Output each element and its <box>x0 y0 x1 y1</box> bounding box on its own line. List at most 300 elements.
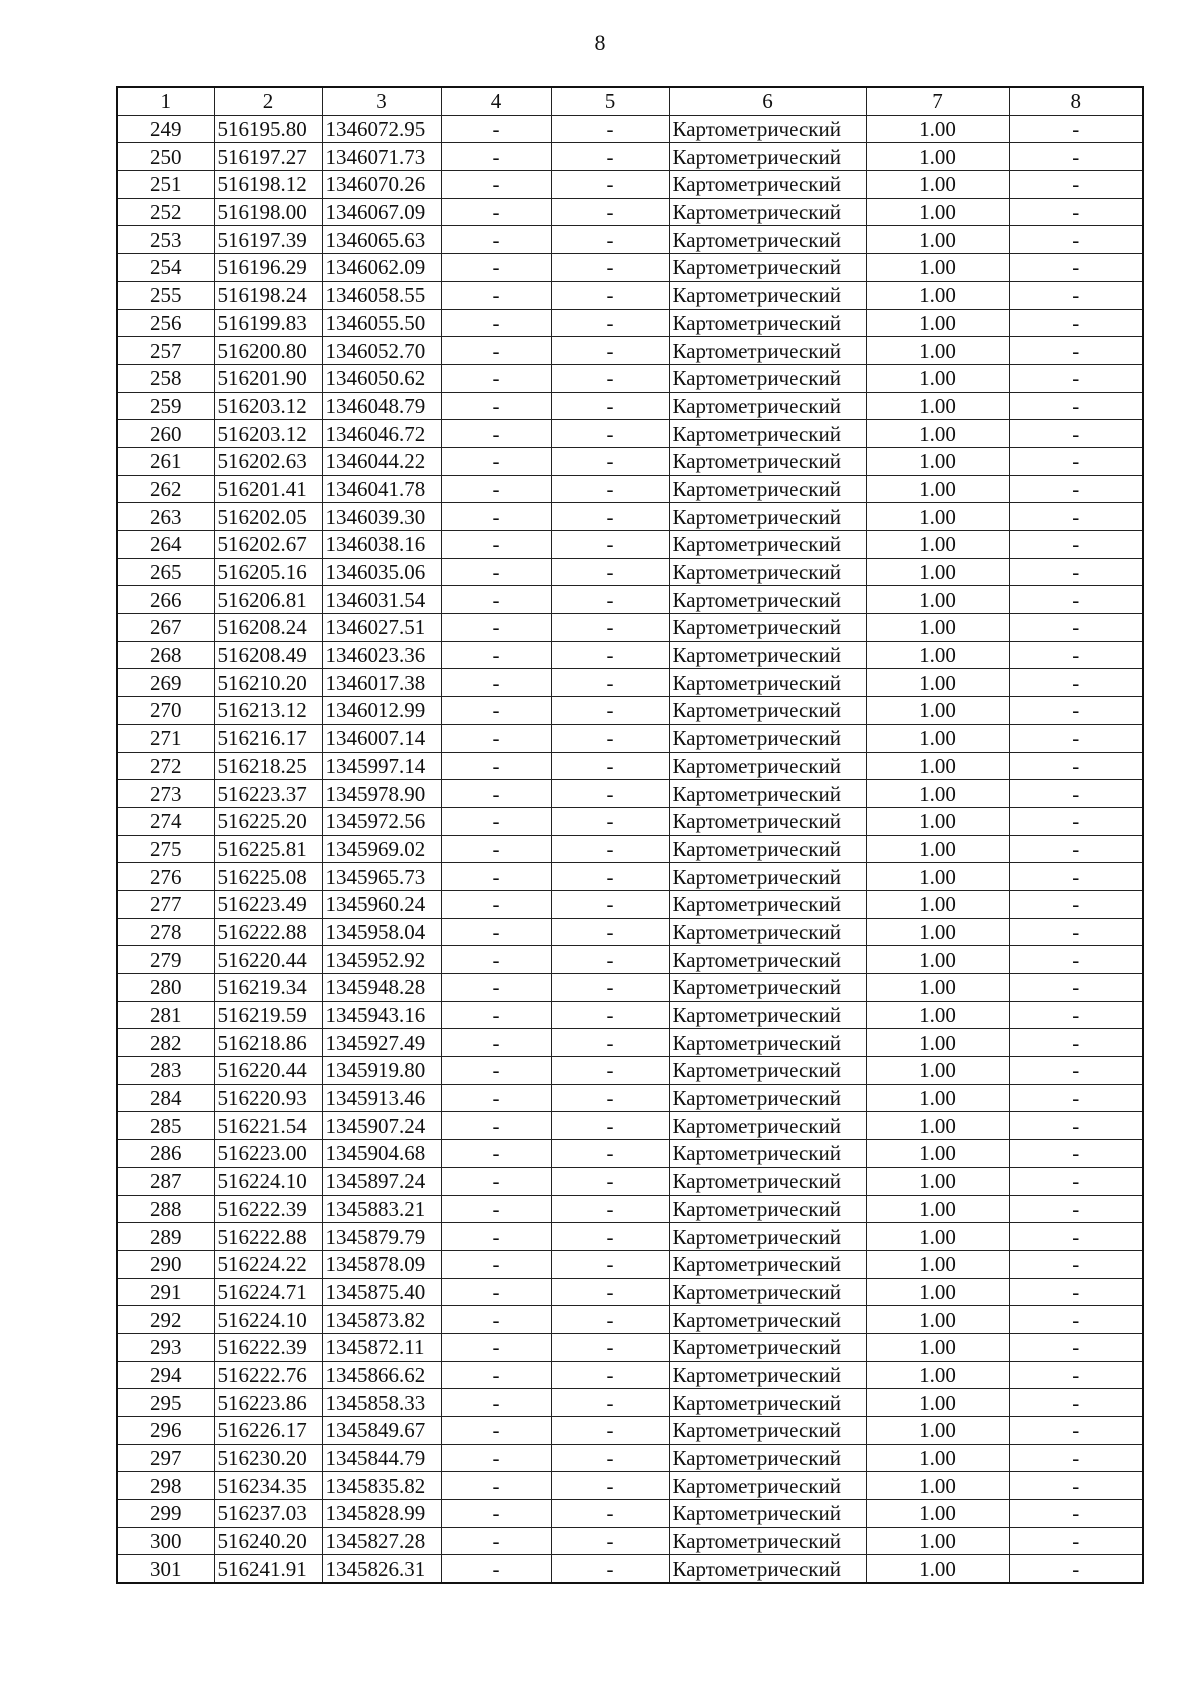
table-row <box>117 1417 1143 1445</box>
table-cell: - <box>441 724 551 752</box>
table-cell: 1346044.22 <box>322 447 441 475</box>
table-cell: Картометрический <box>669 1140 866 1168</box>
table-cell: Картометрический <box>669 1195 866 1223</box>
table-cell: 1.00 <box>866 835 1009 863</box>
table-cell: 1.00 <box>866 531 1009 559</box>
table-cell: 1.00 <box>866 1084 1009 1112</box>
table-cell: - <box>551 1389 669 1417</box>
table-cell: 516197.27 <box>214 143 322 171</box>
table-cell: - <box>1009 447 1143 475</box>
table-cell: 1345828.99 <box>322 1500 441 1528</box>
table-row <box>117 392 1143 420</box>
table-cell: Картометрический <box>669 697 866 725</box>
table-cell: 1.00 <box>866 1001 1009 1029</box>
table-cell: 516202.63 <box>214 447 322 475</box>
table-cell: 516222.88 <box>214 1223 322 1251</box>
table-row <box>117 752 1143 780</box>
table-row <box>117 586 1143 614</box>
table-cell: - <box>441 1500 551 1528</box>
table-cell: - <box>441 281 551 309</box>
table-cell: - <box>1009 835 1143 863</box>
table-cell: - <box>1009 254 1143 282</box>
table-cell: 259 <box>117 392 214 420</box>
table-cell: 1345952.92 <box>322 946 441 974</box>
table-row <box>117 641 1143 669</box>
table-cell: - <box>1009 641 1143 669</box>
table-cell: 516218.86 <box>214 1029 322 1057</box>
table-cell: - <box>551 807 669 835</box>
table-cell: 516222.76 <box>214 1361 322 1389</box>
table-cell: Картометрический <box>669 890 866 918</box>
table-cell: - <box>1009 364 1143 392</box>
table-cell: 1.00 <box>866 1278 1009 1306</box>
table-cell: 1.00 <box>866 392 1009 420</box>
table-cell: Картометрический <box>669 503 866 531</box>
table-cell: - <box>1009 281 1143 309</box>
table-cell: Картометрический <box>669 1555 866 1583</box>
table-cell: - <box>551 171 669 199</box>
table-cell: 1345849.67 <box>322 1417 441 1445</box>
table-cell: 1.00 <box>866 1555 1009 1583</box>
table-cell: - <box>551 1278 669 1306</box>
table-cell: 288 <box>117 1195 214 1223</box>
table-cell: Картометрический <box>669 1057 866 1085</box>
table-row <box>117 503 1143 531</box>
table-cell: - <box>441 946 551 974</box>
table-cell: 516208.49 <box>214 641 322 669</box>
table-cell: 261 <box>117 447 214 475</box>
table-cell: - <box>551 226 669 254</box>
table-cell: - <box>441 752 551 780</box>
table-cell: - <box>551 1001 669 1029</box>
table-cell: 1345872.11 <box>322 1333 441 1361</box>
table-cell: 271 <box>117 724 214 752</box>
table-cell: - <box>441 918 551 946</box>
table-cell: 295 <box>117 1389 214 1417</box>
table-cell: 1345913.46 <box>322 1084 441 1112</box>
table-cell: 516222.88 <box>214 918 322 946</box>
table-row <box>117 1250 1143 1278</box>
table-cell: - <box>441 337 551 365</box>
table-cell: 1345879.79 <box>322 1223 441 1251</box>
table-cell: 277 <box>117 890 214 918</box>
table-row <box>117 281 1143 309</box>
table-cell: 255 <box>117 281 214 309</box>
table-cell: 299 <box>117 1500 214 1528</box>
table-cell: 297 <box>117 1444 214 1472</box>
table-row <box>117 1444 1143 1472</box>
table-cell: 1346052.70 <box>322 337 441 365</box>
table-row <box>117 1140 1143 1168</box>
table-cell: Картометрический <box>669 974 866 1002</box>
table-cell: - <box>441 115 551 143</box>
table-cell: 1.00 <box>866 669 1009 697</box>
table-cell: 276 <box>117 863 214 891</box>
table-cell: 516241.91 <box>214 1555 322 1583</box>
table-row <box>117 226 1143 254</box>
table-cell: 289 <box>117 1223 214 1251</box>
table-cell: 1.00 <box>866 1417 1009 1445</box>
table-cell: 1346050.62 <box>322 364 441 392</box>
table-cell: - <box>441 1472 551 1500</box>
table-cell: 1.00 <box>866 946 1009 974</box>
table-cell: - <box>1009 171 1143 199</box>
table-cell: 1.00 <box>866 780 1009 808</box>
table-cell: 284 <box>117 1084 214 1112</box>
table-cell: 279 <box>117 946 214 974</box>
table-row <box>117 1167 1143 1195</box>
table-cell: Картометрический <box>669 1333 866 1361</box>
table-cell: 274 <box>117 807 214 835</box>
table-cell: 1.00 <box>866 1361 1009 1389</box>
table-cell: - <box>441 1057 551 1085</box>
table-cell: Картометрический <box>669 1112 866 1140</box>
table-cell: - <box>441 1112 551 1140</box>
table-cell: - <box>1009 1278 1143 1306</box>
table-cell: 278 <box>117 918 214 946</box>
table-cell: 1346012.99 <box>322 697 441 725</box>
table-cell: 516234.35 <box>214 1472 322 1500</box>
table-cell: - <box>551 115 669 143</box>
table-cell: 1.00 <box>866 752 1009 780</box>
table-cell: - <box>1009 669 1143 697</box>
table-row <box>117 946 1143 974</box>
table-cell: 516195.80 <box>214 115 322 143</box>
table-cell: - <box>1009 946 1143 974</box>
table-cell: - <box>1009 309 1143 337</box>
table-cell: 1345927.49 <box>322 1029 441 1057</box>
table-cell: - <box>441 641 551 669</box>
table-cell: 1346070.26 <box>322 171 441 199</box>
table-cell: - <box>551 281 669 309</box>
table-cell: - <box>441 1223 551 1251</box>
table-cell: 1345960.24 <box>322 890 441 918</box>
table-row <box>117 420 1143 448</box>
table-cell: - <box>441 1278 551 1306</box>
table-cell: - <box>1009 1223 1143 1251</box>
table-cell: - <box>1009 724 1143 752</box>
table-cell: 1345948.28 <box>322 974 441 1002</box>
table-cell: - <box>1009 1444 1143 1472</box>
table-cell: Картометрический <box>669 807 866 835</box>
table-cell: 1.00 <box>866 1250 1009 1278</box>
table-cell: 1.00 <box>866 1306 1009 1334</box>
table-cell: - <box>1009 392 1143 420</box>
table-cell: 1.00 <box>866 974 1009 1002</box>
table-cell: - <box>551 1361 669 1389</box>
table-row <box>117 1001 1143 1029</box>
table-row <box>117 475 1143 503</box>
table-row <box>117 558 1143 586</box>
table-cell: - <box>441 780 551 808</box>
table-cell: - <box>1009 1029 1143 1057</box>
table-cell: 1.00 <box>866 586 1009 614</box>
table-cell: 272 <box>117 752 214 780</box>
table-cell: Картометрический <box>669 392 866 420</box>
table-cell: Картометрический <box>669 1389 866 1417</box>
table-cell: 273 <box>117 780 214 808</box>
table-cell: - <box>551 1167 669 1195</box>
table-cell: 264 <box>117 531 214 559</box>
table-cell: - <box>441 890 551 918</box>
table-cell: - <box>551 475 669 503</box>
table-cell: 300 <box>117 1527 214 1555</box>
table-cell: - <box>551 780 669 808</box>
table-cell: 292 <box>117 1306 214 1334</box>
table-cell: - <box>1009 1250 1143 1278</box>
table-cell: 1345969.02 <box>322 835 441 863</box>
table-cell: 1.00 <box>866 890 1009 918</box>
table-cell: Картометрический <box>669 420 866 448</box>
table-row <box>117 918 1143 946</box>
table-cell: - <box>1009 752 1143 780</box>
table-cell: 1.00 <box>866 337 1009 365</box>
table-cell: 1.00 <box>866 143 1009 171</box>
table-row <box>117 807 1143 835</box>
table-row <box>117 171 1143 199</box>
table-cell: 516219.34 <box>214 974 322 1002</box>
table-cell: 1345972.56 <box>322 807 441 835</box>
table-row <box>117 1472 1143 1500</box>
table-cell: 516205.16 <box>214 558 322 586</box>
table-cell: - <box>441 974 551 1002</box>
table-cell: 1.00 <box>866 724 1009 752</box>
table-cell: - <box>441 198 551 226</box>
table-cell: - <box>1009 614 1143 642</box>
table-cell: - <box>441 1084 551 1112</box>
table-cell: 516216.17 <box>214 724 322 752</box>
table-cell: 1345897.24 <box>322 1167 441 1195</box>
table-cell: Картометрический <box>669 918 866 946</box>
table-cell: 1346035.06 <box>322 558 441 586</box>
table-cell: 516197.39 <box>214 226 322 254</box>
table-cell: 516220.93 <box>214 1084 322 1112</box>
table-cell: - <box>551 614 669 642</box>
table-cell: 516218.25 <box>214 752 322 780</box>
table-row <box>117 198 1143 226</box>
table-cell: 1.00 <box>866 281 1009 309</box>
table-cell: 1345958.04 <box>322 918 441 946</box>
table-cell: Картометрический <box>669 309 866 337</box>
table-row <box>117 337 1143 365</box>
table-cell: 516222.39 <box>214 1333 322 1361</box>
table-cell: 262 <box>117 475 214 503</box>
table-cell: 286 <box>117 1140 214 1168</box>
table-cell: 1.00 <box>866 614 1009 642</box>
column-header: 3 <box>322 87 441 115</box>
table-cell: 1345844.79 <box>322 1444 441 1472</box>
table-cell: - <box>551 752 669 780</box>
table-cell: - <box>1009 1140 1143 1168</box>
table-cell: 1345919.80 <box>322 1057 441 1085</box>
table-cell: 1.00 <box>866 115 1009 143</box>
table-body <box>117 115 1143 1583</box>
table-cell: 516200.80 <box>214 337 322 365</box>
table-cell: 1.00 <box>866 1223 1009 1251</box>
table-cell: - <box>441 1527 551 1555</box>
table-row <box>117 254 1143 282</box>
table-cell: - <box>1009 1167 1143 1195</box>
table-cell: - <box>1009 420 1143 448</box>
page-number: 8 <box>594 30 606 55</box>
table-cell: - <box>551 1057 669 1085</box>
table-cell: 1345878.09 <box>322 1250 441 1278</box>
table-cell: 296 <box>117 1417 214 1445</box>
table-cell: 1345866.62 <box>322 1361 441 1389</box>
table-cell: - <box>1009 1389 1143 1417</box>
table-cell: 1.00 <box>866 1500 1009 1528</box>
table-cell: Картометрический <box>669 1084 866 1112</box>
table-cell: 290 <box>117 1250 214 1278</box>
table-cell: - <box>1009 807 1143 835</box>
table-cell: 516201.41 <box>214 475 322 503</box>
table-cell: - <box>551 531 669 559</box>
table-cell: - <box>441 503 551 531</box>
table-cell: 1.00 <box>866 364 1009 392</box>
table-cell: - <box>551 309 669 337</box>
table-cell: 1.00 <box>866 254 1009 282</box>
table-cell: - <box>441 1555 551 1583</box>
table-row <box>117 974 1143 1002</box>
table-cell: 516225.08 <box>214 863 322 891</box>
table-cell: 516237.03 <box>214 1500 322 1528</box>
table-cell: - <box>1009 974 1143 1002</box>
table-cell: - <box>441 309 551 337</box>
table-cell: - <box>441 1417 551 1445</box>
table-cell: 1.00 <box>866 309 1009 337</box>
table-cell: 1.00 <box>866 226 1009 254</box>
table-cell: - <box>1009 143 1143 171</box>
table-cell: - <box>551 1417 669 1445</box>
table-row <box>117 1195 1143 1223</box>
table-cell: 1346017.38 <box>322 669 441 697</box>
table-cell: - <box>441 392 551 420</box>
table-cell: 1345835.82 <box>322 1472 441 1500</box>
table-cell: - <box>1009 1361 1143 1389</box>
table-cell: 281 <box>117 1001 214 1029</box>
table-cell: 269 <box>117 669 214 697</box>
table-row <box>117 1029 1143 1057</box>
table-cell: Картометрический <box>669 863 866 891</box>
table-cell: - <box>1009 1472 1143 1500</box>
table-cell: - <box>551 669 669 697</box>
table-cell: - <box>441 420 551 448</box>
table-cell: 1346065.63 <box>322 226 441 254</box>
table-cell: 263 <box>117 503 214 531</box>
table-cell: 1.00 <box>866 558 1009 586</box>
table-cell: 516201.90 <box>214 364 322 392</box>
table-cell: - <box>1009 586 1143 614</box>
table-cell: - <box>551 1555 669 1583</box>
table-row <box>117 1278 1143 1306</box>
table-cell: Картометрический <box>669 281 866 309</box>
table-cell: Картометрический <box>669 1444 866 1472</box>
table-cell: - <box>551 1527 669 1555</box>
table-cell: 287 <box>117 1167 214 1195</box>
table-cell: 1346048.79 <box>322 392 441 420</box>
table-cell: 516223.00 <box>214 1140 322 1168</box>
table-cell: 516206.81 <box>214 586 322 614</box>
table-cell: Картометрический <box>669 1001 866 1029</box>
table-cell: - <box>551 1250 669 1278</box>
table-cell: - <box>551 863 669 891</box>
table-cell: - <box>441 1306 551 1334</box>
table-cell: - <box>551 835 669 863</box>
table-cell: 516224.10 <box>214 1306 322 1334</box>
table-cell: 1346023.36 <box>322 641 441 669</box>
table-cell: 1.00 <box>866 198 1009 226</box>
table-cell: - <box>1009 503 1143 531</box>
table-cell: 268 <box>117 641 214 669</box>
table-cell: 1.00 <box>866 1057 1009 1085</box>
table-cell: Картометрический <box>669 1500 866 1528</box>
table-cell: - <box>1009 1333 1143 1361</box>
table-cell: 1.00 <box>866 1389 1009 1417</box>
table-cell: Картометрический <box>669 171 866 199</box>
table-cell: 280 <box>117 974 214 1002</box>
table-cell: Картометрический <box>669 586 866 614</box>
table-row <box>117 669 1143 697</box>
table-cell: Картометрический <box>669 1250 866 1278</box>
table-row <box>117 1500 1143 1528</box>
table-cell: 1346062.09 <box>322 254 441 282</box>
table-cell: 1.00 <box>866 503 1009 531</box>
table-cell: Картометрический <box>669 780 866 808</box>
table-cell: - <box>1009 558 1143 586</box>
table-cell: 1346031.54 <box>322 586 441 614</box>
table-cell: 1346072.95 <box>322 115 441 143</box>
table-header-row <box>117 87 1143 115</box>
table-cell: 1.00 <box>866 447 1009 475</box>
table-cell: - <box>1009 475 1143 503</box>
table-cell: - <box>551 974 669 1002</box>
table-cell: 516225.81 <box>214 835 322 863</box>
table-cell: 1.00 <box>866 1029 1009 1057</box>
table-cell: 1345873.82 <box>322 1306 441 1334</box>
table-cell: 250 <box>117 143 214 171</box>
table-cell: - <box>441 1250 551 1278</box>
table-cell: Картометрический <box>669 1167 866 1195</box>
table-cell: - <box>1009 1527 1143 1555</box>
table-cell: 1346058.55 <box>322 281 441 309</box>
table-cell: 1.00 <box>866 918 1009 946</box>
table-cell: 516221.54 <box>214 1112 322 1140</box>
table-cell: - <box>551 1472 669 1500</box>
table-cell: 1.00 <box>866 697 1009 725</box>
table-cell: 1345883.21 <box>322 1195 441 1223</box>
table-cell: Картометрический <box>669 835 866 863</box>
table-cell: - <box>441 558 551 586</box>
table-cell: - <box>1009 226 1143 254</box>
table-cell: - <box>441 669 551 697</box>
table-cell: - <box>441 1029 551 1057</box>
table-cell: Картометрический <box>669 447 866 475</box>
table-cell: Картометрический <box>669 143 866 171</box>
table-row <box>117 697 1143 725</box>
table-cell: 275 <box>117 835 214 863</box>
table-cell: - <box>551 447 669 475</box>
table-cell: - <box>551 1112 669 1140</box>
table-cell: 516203.12 <box>214 392 322 420</box>
table-cell: 298 <box>117 1472 214 1500</box>
table-cell: - <box>551 724 669 752</box>
table-cell: - <box>441 1361 551 1389</box>
table-cell: - <box>1009 337 1143 365</box>
table-cell: - <box>1009 198 1143 226</box>
table-row <box>117 724 1143 752</box>
table-cell: - <box>551 641 669 669</box>
table-cell: 516224.71 <box>214 1278 322 1306</box>
